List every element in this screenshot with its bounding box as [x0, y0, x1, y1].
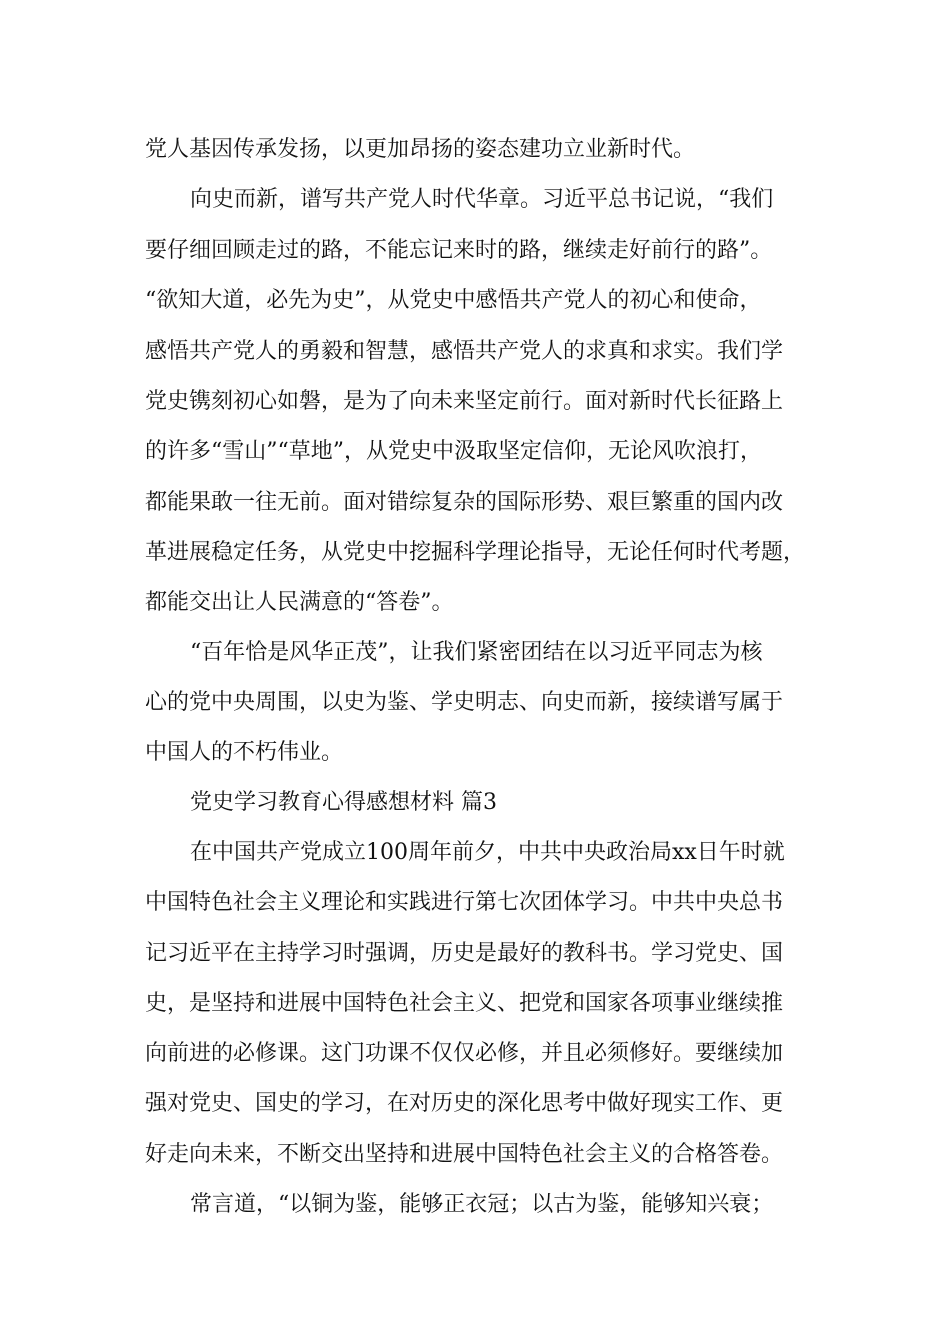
text-line: 感悟共产党人的勇毅和智慧，感悟共产党人的求真和求实。我们学	[145, 339, 784, 364]
text-line: 都能果敢一往无前。面对错综复杂的国际形势、艰巨繁重的国内改	[145, 490, 784, 515]
text-line: 党史镌刻初心如磐，是为了向未来坚定前行。面对新时代长征路上	[145, 389, 784, 414]
paragraph-start-line: 向史而新，谱写共产党人时代华章。习近平总书记说，“我们	[190, 187, 774, 212]
text-line: 史，是坚持和进展中国特色社会主义、把党和国家各项事业继续推	[145, 991, 784, 1016]
text-line: 党人基因传承发扬，以更加昂扬的姿态建功立业新时代。	[145, 137, 696, 162]
paragraph-start-line: “百年恰是风华正茂”，让我们紧密团结在以习近平同志为核	[190, 640, 763, 665]
text-line: 强对党史、国史的学习，在对历史的深化思考中做好现实工作、更	[145, 1091, 784, 1116]
text-line: 心的党中央周围，以史为鉴、学史明志、向史而新，接续谱写属于	[145, 690, 784, 715]
text-line: 革进展稳定任务，从党史中挖掘科学理论指导，无论任何时代考题，	[145, 540, 806, 565]
text-line: 的许多“雪山”“草地”，从党史中汲取坚定信仰，无论风吹浪打，	[145, 439, 762, 464]
paragraph-start-line: 在中国共产党成立100周年前夕，中共中央政治局xx日午时就	[190, 840, 785, 865]
text-line: 要仔细回顾走过的路，不能忘记来时的路，继续走好前行的路”。	[145, 238, 773, 263]
text-line: 记习近平在主持学习时强调，历史是最好的教科书。学习党史、国	[145, 941, 784, 966]
text-line: 中国人的不朽伟业。	[145, 740, 344, 765]
text-line: 中国特色社会主义理论和实践进行第七次团体学习。中共中央总书	[145, 890, 784, 915]
text-line: 向前进的必修课。这门功课不仅仅必修，并且必须修好。要继续加	[145, 1041, 784, 1066]
paragraph-start-line: 常言道，“以铜为鉴，能够正衣冠；以古为鉴，能够知兴衰；	[190, 1192, 774, 1217]
text-line: “欲知大道，必先为史”，从党史中感悟共产党人的初心和使命，	[145, 288, 762, 313]
text-line: 都能交出让人民满意的“答卷”。	[145, 590, 454, 615]
text-line: 好走向未来，不断交出坚持和进展中国特色社会主义的合格答卷。	[145, 1142, 784, 1167]
section-heading: 党史学习教育心得感想材料 篇3	[190, 790, 497, 815]
